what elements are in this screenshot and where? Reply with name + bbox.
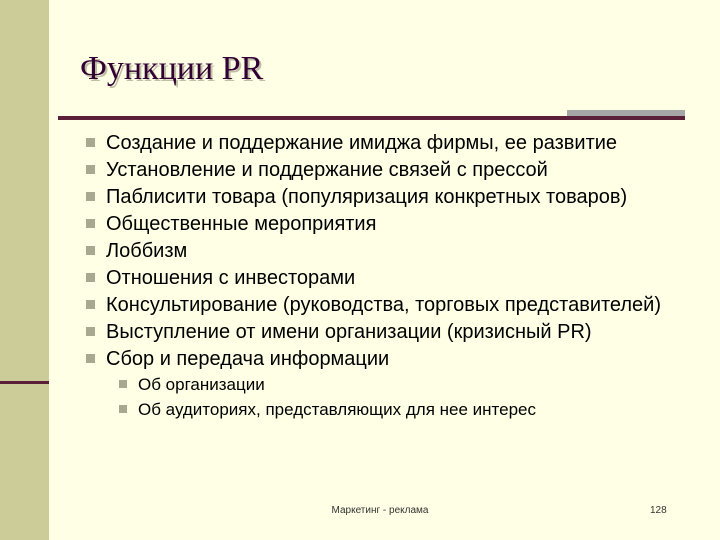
- bullet-text: Общественные мероприятия: [106, 213, 377, 235]
- square-bullet-icon: [119, 380, 127, 388]
- page-number: 128: [650, 505, 667, 516]
- bullet-item: [84, 159, 704, 181]
- bullet-text: Создание и поддержание имиджа фирмы, ее развитие: [106, 132, 618, 154]
- bullet-item: [84, 321, 704, 343]
- footer-caption: Маркетинг - реклама: [331, 505, 429, 516]
- bullet-item: [84, 348, 704, 370]
- bullet-item: [84, 267, 704, 289]
- sub-bullet-item: [116, 400, 704, 420]
- side-decor-rule: [0, 381, 49, 384]
- side-decor-band: [0, 0, 49, 540]
- bullet-text: Лоббизм: [106, 240, 188, 262]
- sub-bullet-item: [116, 375, 704, 395]
- square-bullet-icon: [86, 219, 95, 228]
- bullet-item: [84, 294, 704, 316]
- bullet-item: [84, 132, 704, 154]
- bullet-item: [84, 240, 704, 262]
- bullet-text: Паблисити товара (популяризация конкретных товаров): [106, 186, 628, 208]
- bullet-item: [84, 186, 704, 208]
- bullet-list: [84, 132, 704, 425]
- bullet-text: Консультирование (руководства, торговых представителей): [106, 294, 662, 316]
- square-bullet-icon: [86, 246, 95, 255]
- bullet-item: [84, 213, 704, 235]
- bullet-text: Установление и поддержание связей с прессой: [106, 159, 548, 181]
- square-bullet-icon: [86, 273, 95, 282]
- square-bullet-icon: [86, 327, 95, 336]
- square-bullet-icon: [86, 165, 95, 174]
- square-bullet-icon: [86, 192, 95, 201]
- bullet-text: Выступление от имени организации (кризисный PR): [106, 321, 592, 343]
- bullet-text: Отношения с инвесторами: [106, 267, 356, 289]
- bullet-text: Сбор и передача информации: [106, 348, 390, 370]
- sub-bullet-text: Об организации: [138, 375, 265, 394]
- square-bullet-icon: [86, 138, 95, 147]
- slide-title: Функции PR: [80, 50, 264, 87]
- title-rule: [58, 116, 685, 120]
- sub-bullet-text: Об аудиториях, представляющих для нее интерес: [138, 400, 537, 419]
- square-bullet-icon: [86, 300, 95, 309]
- square-bullet-icon: [119, 405, 127, 413]
- square-bullet-icon: [86, 354, 95, 363]
